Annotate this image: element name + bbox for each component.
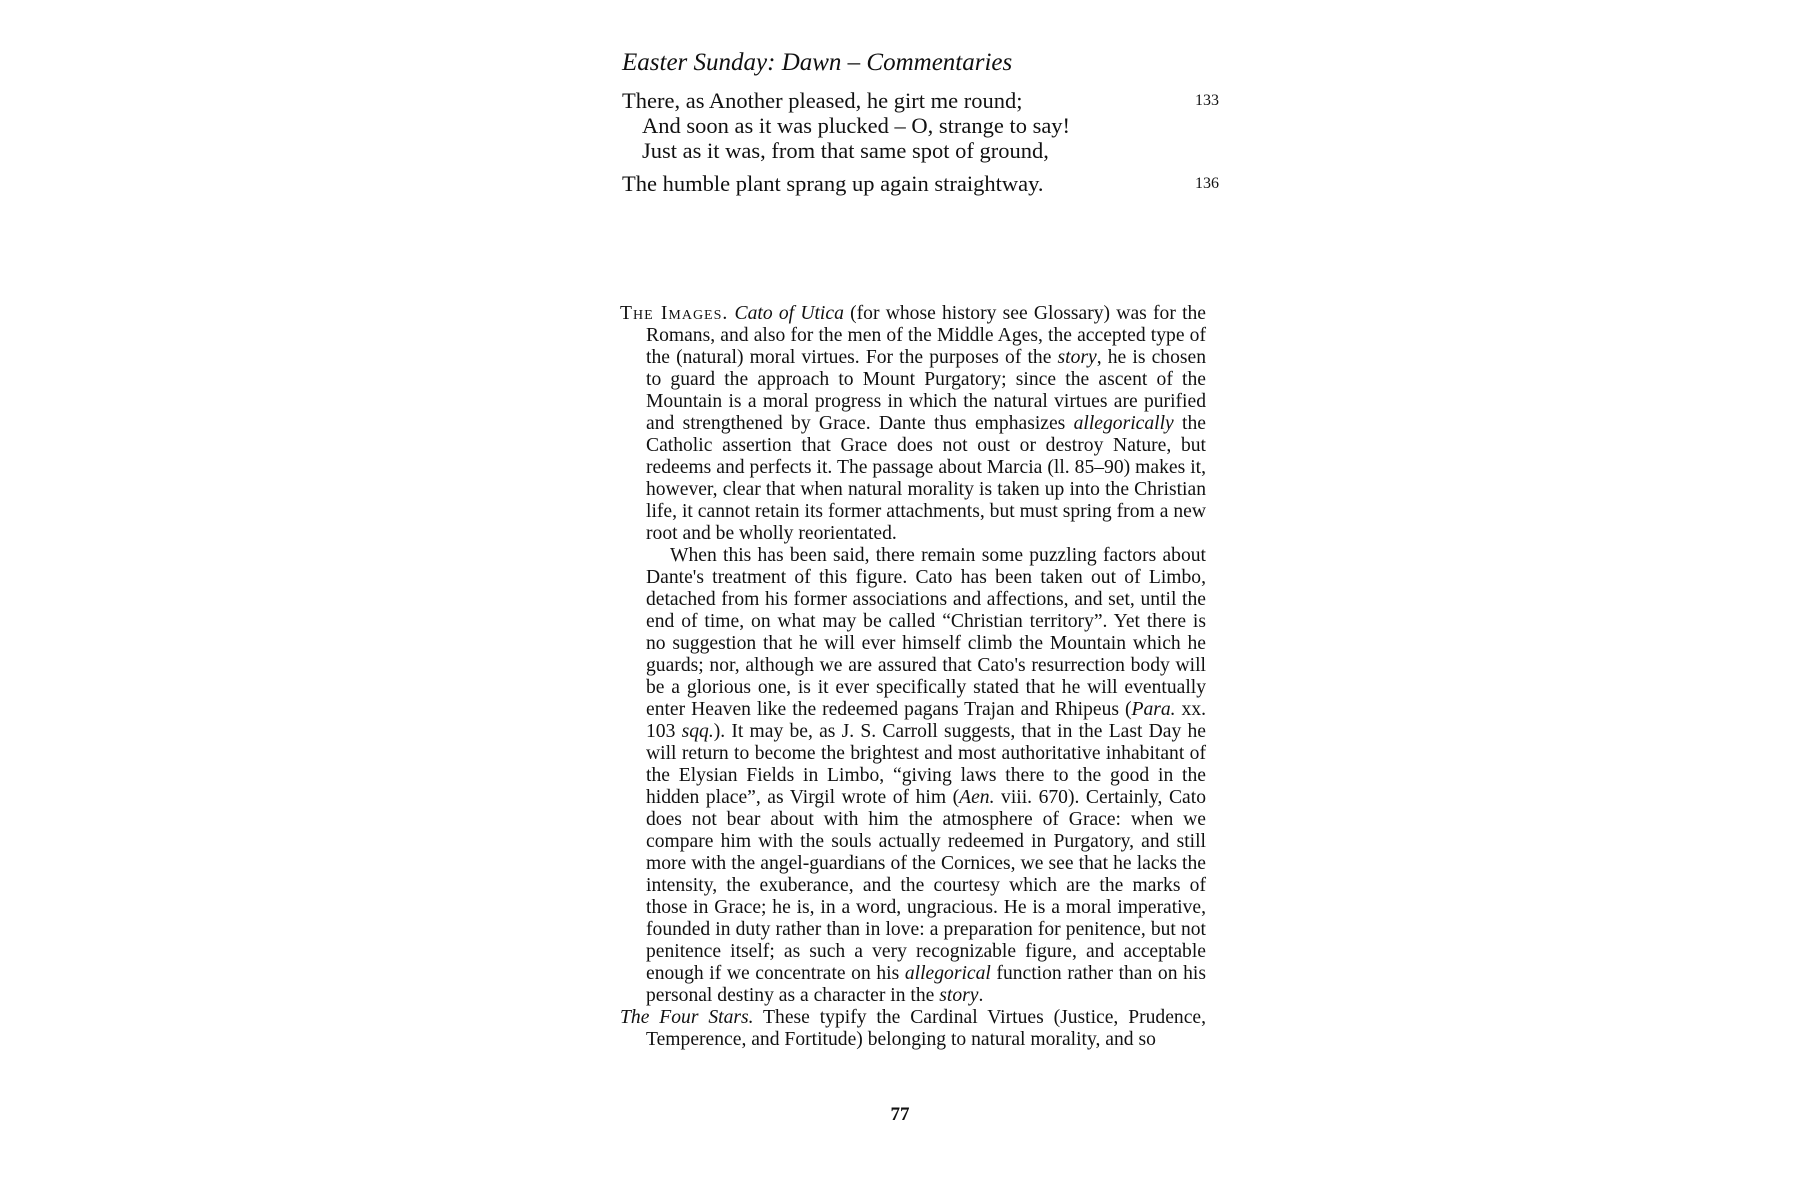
body-text: ). It may be, as J. S. Carroll suggests, that in the Last Day he will return to become the brightest and most authoritative inhabitant of the Elysian Fields in Limbo, “giving laws there to the good in the hidden place”, as Virgil wrote of him ( [646,721,1206,808]
body-text: xx. 103 [646,699,1207,742]
verse-block [622,88,1222,196]
italic-text: story [1057,347,1097,368]
body-text: function rather than on his personal destiny as a character in the [646,963,1206,1006]
commentary-paragraph [620,545,1206,1007]
italic-text: story [939,985,979,1006]
verse-line [622,171,1222,196]
body-text: , he is chosen to guard the approach to Mount Purgatory; since the ascent of the Mountain is a moral progress in which the natural virtues are purified and strengthened by Grace. Dante thus emphasizes [646,347,1206,434]
verse-text: Just as it was, from that same spot of ground, [642,138,1049,163]
body-text: When this has been said, there remain some puzzling factors about Dante's treatment of this figure. Cato has been taken out of Limbo, detached from his former associations and affections, and set, until the end of time, on what may be called “Christian territory”. Yet there is no suggestion that he will ever himself climb the Mountain which he guards; nor, although we are assured that Cato's resurrection body will be a glorious one, is it ever specifically stated that he will eventually enter Heaven like the redeemed pagans Trajan and Rhipeus ( [646,545,1206,720]
verse-text: And soon as it was plucked – O, strange to say! [642,113,1071,138]
body-text: . [978,985,984,1006]
section-heading: The Images. [620,303,729,324]
italic-text: allegorical [904,963,991,984]
verse-line [622,113,1222,138]
verse-text: There, as Another pleased, he girt me round; [622,88,1023,113]
line-number: 133 [1195,92,1219,109]
italic-text: allegorically [1073,413,1174,434]
body-text: the Catholic assertion that Grace does not oust or destroy Nature, but redeems and perfects it. The passage about Marcia (ll. 85–90) makes it, however, clear that when natural morality is taken up into the Christian life, it cannot retain its former attachments, but must spring from a new root and be wholly reorientated. [646,413,1206,544]
verse-line [622,138,1222,163]
verse-line [622,88,1222,113]
commentary-paragraph [620,303,1206,545]
line-number: 136 [1195,175,1219,192]
section-heading: The Four Stars. [620,1007,754,1028]
body-text: (for whose history see Glossary) was for the Romans, and also for the men of the Middle Ages, the accepted type of the (natural) moral virtues. For the purposes of the [646,303,1207,368]
italic-text: Para. [1131,699,1176,720]
body-text: These typify the Cardinal Virtues (Justice, Prudence, Temperence, and Fortitude) belonging to natural morality, and so [646,1007,1207,1050]
commentary-paragraph [620,1007,1206,1051]
running-head: Easter Sunday: Dawn – Commentaries [622,49,1013,76]
italic-text: sqq. [681,721,714,742]
italic-text: Aen. [959,787,995,808]
body-text: viii. 670). Certainly, Cato does not bear about with him the atmosphere of Grace: when we compare him with the souls actually redeemed in Purgatory, and still more with the angel-guardians of the Cornices, we see that he lacks the intensity, the exuberance, and the courtesy which are the marks of those in Grace; he is, in a word, ungracious. He is a moral imperative, founded in duty rather than in love: a preparation for penitence, but not penitence itself; as such a very recognizable figure, and acceptable enough if we concentrate on his [646,787,1206,984]
italic-text: Cato of Utica [734,303,844,324]
page-number: 77 [890,1104,910,1125]
verse-text: The humble plant sprang up again straightway. [622,171,1044,196]
commentary [620,303,1206,1051]
